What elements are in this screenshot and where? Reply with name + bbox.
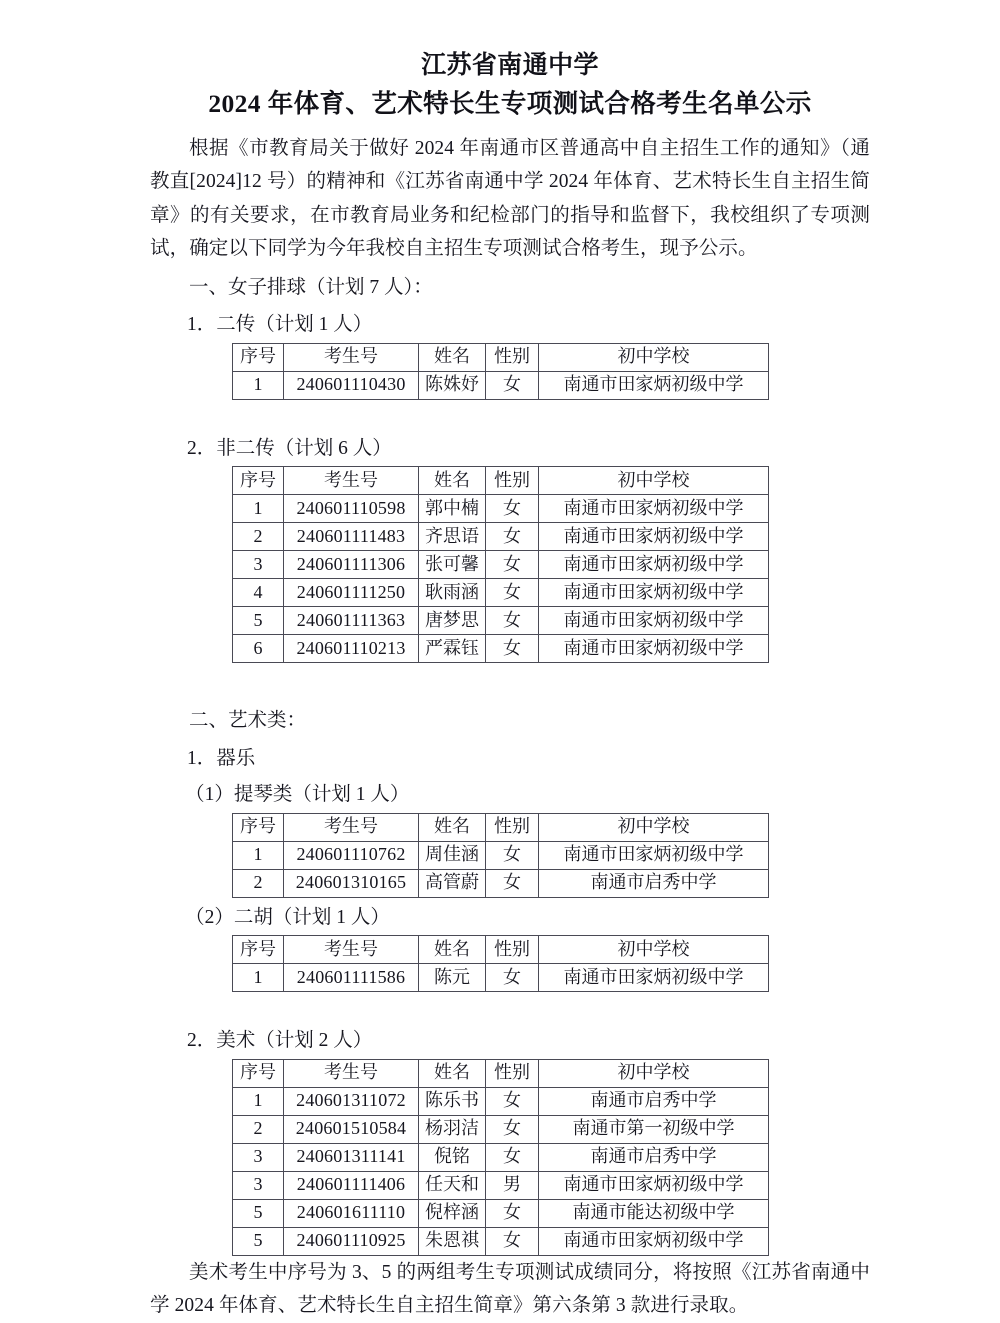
cell-school: 南通市田家炳初级中学 — [539, 371, 769, 399]
cell-gender: 女 — [486, 1087, 539, 1115]
subsection-heading-setter: 1．二传（计划 1 人） — [187, 314, 373, 336]
section-heading-arts: 二、艺术类： — [189, 710, 307, 732]
cell-name: 朱恩祺 — [419, 1227, 486, 1255]
table-row — [233, 579, 769, 607]
header-name: 姓名 — [419, 467, 486, 495]
header-gender: 性别 — [486, 936, 539, 964]
cell-gender: 女 — [486, 635, 539, 663]
cell-exam-no: 240601311141 — [284, 1143, 419, 1171]
cell-gender: 女 — [486, 841, 539, 869]
cell-name: 倪梓涵 — [419, 1199, 486, 1227]
header-name: 姓名 — [419, 1059, 486, 1087]
table-header-row — [233, 936, 769, 964]
cell-no: 1 — [233, 1087, 284, 1115]
header-gender: 性别 — [486, 1059, 539, 1087]
cell-school: 南通市田家炳初级中学 — [539, 523, 769, 551]
table-wrap-fine-arts — [232, 1059, 870, 1256]
cell-exam-no: 240601111483 — [284, 523, 419, 551]
cell-school: 南通市能达初级中学 — [539, 1199, 769, 1227]
table-row — [233, 495, 769, 523]
table-row — [233, 841, 769, 869]
table-row — [233, 1087, 769, 1115]
cell-gender: 女 — [486, 551, 539, 579]
header-no: 序号 — [233, 813, 284, 841]
table-row — [233, 1199, 769, 1227]
cell-no: 3 — [233, 551, 284, 579]
section-heading-volleyball: 一、女子排球（计划 7 人）： — [189, 276, 433, 298]
cell-school: 南通市启秀中学 — [539, 1143, 769, 1171]
cell-exam-no: 240601611110 — [284, 1199, 419, 1227]
cell-no: 2 — [233, 1115, 284, 1143]
header-school: 初中学校 — [539, 1059, 769, 1087]
cell-name: 杨羽洁 — [419, 1115, 486, 1143]
cell-exam-no: 240601311072 — [284, 1087, 419, 1115]
cell-no: 4 — [233, 579, 284, 607]
cell-name: 陈元 — [419, 964, 486, 992]
header-name: 姓名 — [419, 813, 486, 841]
cell-gender: 女 — [486, 1143, 539, 1171]
cell-name: 高管蔚 — [419, 869, 486, 897]
cell-exam-no: 240601111363 — [284, 607, 419, 635]
header-no: 序号 — [233, 936, 284, 964]
header-exam-no: 考生号 — [284, 813, 419, 841]
header-exam-no: 考生号 — [284, 343, 419, 371]
header-exam-no: 考生号 — [284, 467, 419, 495]
cell-gender: 女 — [486, 607, 539, 635]
header-name: 姓名 — [419, 936, 486, 964]
group-heading-strings: （1）提琴类（计划 1 人） — [185, 784, 410, 806]
table-header-row — [233, 467, 769, 495]
cell-gender: 男 — [486, 1171, 539, 1199]
header-gender: 性别 — [486, 467, 539, 495]
roster-table-non-setter — [232, 466, 769, 663]
table-wrap-non-setter — [232, 466, 870, 663]
table-header-row — [233, 813, 769, 841]
subsection-heading-instrumental: 1．器乐 — [187, 747, 256, 769]
cell-no: 3 — [233, 1143, 284, 1171]
cell-gender: 女 — [486, 1227, 539, 1255]
table-wrap-setter — [232, 343, 870, 400]
table-row — [233, 964, 769, 992]
cell-gender: 女 — [486, 869, 539, 897]
cell-school: 南通市田家炳初级中学 — [539, 607, 769, 635]
cell-gender: 女 — [486, 579, 539, 607]
cell-exam-no: 240601111250 — [284, 579, 419, 607]
document-title-main: 2024 年体育、艺术特长生专项测试合格考生名单公示 — [208, 88, 812, 118]
roster-table-erhu — [232, 935, 769, 992]
header-no: 序号 — [233, 1059, 284, 1087]
cell-school: 南通市田家炳初级中学 — [539, 841, 769, 869]
spacer — [150, 992, 870, 1020]
cell-school: 南通市田家炳初级中学 — [539, 579, 769, 607]
table-row — [233, 371, 769, 399]
table-header-row — [233, 1059, 769, 1087]
table-row — [233, 607, 769, 635]
cell-no: 3 — [233, 1171, 284, 1199]
cell-school: 南通市田家炳初级中学 — [539, 1171, 769, 1199]
cell-exam-no: 240601110925 — [284, 1227, 419, 1255]
cell-school: 南通市田家炳初级中学 — [539, 635, 769, 663]
roster-table-setter — [232, 343, 769, 400]
cell-school: 南通市启秀中学 — [539, 1087, 769, 1115]
header-no: 序号 — [233, 343, 284, 371]
cell-no: 5 — [233, 1199, 284, 1227]
header-school: 初中学校 — [539, 813, 769, 841]
roster-table-fine-arts — [232, 1059, 769, 1256]
table-row — [233, 1227, 769, 1255]
cell-gender: 女 — [486, 1115, 539, 1143]
cell-name: 周佳涵 — [419, 841, 486, 869]
table-wrap-erhu — [232, 935, 870, 992]
document-body — [150, 48, 870, 1323]
cell-gender: 女 — [486, 1199, 539, 1227]
table-row — [233, 1171, 769, 1199]
header-school: 初中学校 — [539, 343, 769, 371]
cell-no: 1 — [233, 371, 284, 399]
cell-no: 2 — [233, 523, 284, 551]
cell-school: 南通市田家炳初级中学 — [539, 1227, 769, 1255]
cell-gender: 女 — [486, 523, 539, 551]
header-gender: 性别 — [486, 813, 539, 841]
table-row — [233, 869, 769, 897]
cell-no: 5 — [233, 1227, 284, 1255]
closing-paragraph: 美术考生中序号为 3、5 的两组考生专项测试成绩同分，将按照《江苏省南通中学 2024 年体育、艺术特长生自主招生简章》第六条第 3 款进行录取。 — [150, 1261, 870, 1317]
spacer — [150, 400, 870, 428]
cell-exam-no: 240601510584 — [284, 1115, 419, 1143]
cell-name: 陈姝妤 — [419, 371, 486, 399]
cell-name: 倪铭 — [419, 1143, 486, 1171]
table-header-row — [233, 343, 769, 371]
cell-exam-no: 240601111306 — [284, 551, 419, 579]
subsection-heading-fine-arts: 2．美术（计划 2 人） — [187, 1030, 373, 1052]
cell-name: 张可馨 — [419, 551, 486, 579]
spacer — [150, 663, 870, 699]
cell-school: 南通市田家炳初级中学 — [539, 964, 769, 992]
cell-exam-no: 240601110598 — [284, 495, 419, 523]
cell-name: 齐思语 — [419, 523, 486, 551]
cell-no: 1 — [233, 495, 284, 523]
cell-school: 南通市第一初级中学 — [539, 1115, 769, 1143]
cell-name: 唐梦思 — [419, 607, 486, 635]
cell-gender: 女 — [486, 964, 539, 992]
cell-exam-no: 240601110762 — [284, 841, 419, 869]
table-row — [233, 1115, 769, 1143]
cell-exam-no: 240601110430 — [284, 371, 419, 399]
header-exam-no: 考生号 — [284, 936, 419, 964]
header-school: 初中学校 — [539, 467, 769, 495]
cell-name: 任天和 — [419, 1171, 486, 1199]
cell-no: 2 — [233, 869, 284, 897]
table-row — [233, 523, 769, 551]
document-title-school: 江苏省南通中学 — [421, 52, 599, 79]
header-gender: 性别 — [486, 343, 539, 371]
cell-no: 5 — [233, 607, 284, 635]
table-row — [233, 1143, 769, 1171]
header-school: 初中学校 — [539, 936, 769, 964]
header-exam-no: 考生号 — [284, 1059, 419, 1087]
header-name: 姓名 — [419, 343, 486, 371]
cell-name: 郭中楠 — [419, 495, 486, 523]
cell-name: 严霖钰 — [419, 635, 486, 663]
cell-gender: 女 — [486, 371, 539, 399]
cell-gender: 女 — [486, 495, 539, 523]
cell-exam-no: 240601310165 — [284, 869, 419, 897]
cell-school: 南通市田家炳初级中学 — [539, 551, 769, 579]
intro-paragraph: 根据《市教育局关于做好 2024 年南通市区普通高中自主招生工作的通知》（通教直[2024]12 号）的精神和《江苏省南通中学 2024 年体育、艺术特长生自主招生简章》的有关要求，在市教育局业务和纪检部门的指导和监督下，我校组织了专项测试，确定以下同学为今年我校自主招生专项测试合格考生，现予公示。 — [150, 137, 870, 260]
table-row — [233, 635, 769, 663]
cell-no: 6 — [233, 635, 284, 663]
table-row — [233, 551, 769, 579]
cell-no: 1 — [233, 841, 284, 869]
cell-exam-no: 240601111586 — [284, 964, 419, 992]
cell-exam-no: 240601110213 — [284, 635, 419, 663]
cell-name: 耿雨涵 — [419, 579, 486, 607]
header-no: 序号 — [233, 467, 284, 495]
cell-exam-no: 240601111406 — [284, 1171, 419, 1199]
cell-no: 1 — [233, 964, 284, 992]
table-wrap-strings — [232, 813, 870, 898]
group-heading-erhu: （2）二胡（计划 1 人） — [185, 906, 390, 928]
cell-school: 南通市启秀中学 — [539, 869, 769, 897]
roster-table-strings — [232, 813, 769, 898]
subsection-heading-non-setter: 2．非二传（计划 6 人） — [187, 437, 392, 459]
cell-school: 南通市田家炳初级中学 — [539, 495, 769, 523]
cell-name: 陈乐书 — [419, 1087, 486, 1115]
